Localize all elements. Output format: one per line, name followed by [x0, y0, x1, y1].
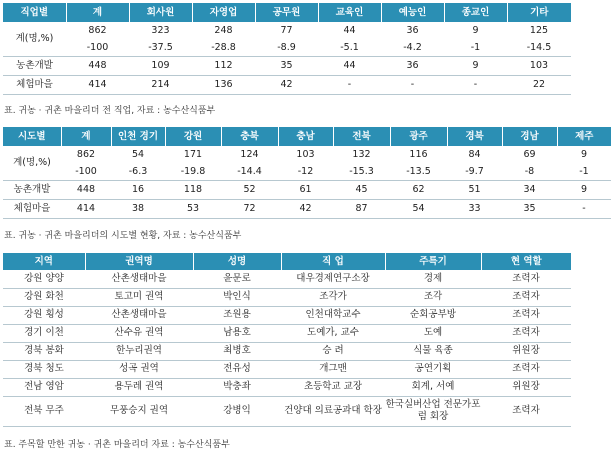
table-cell: 9 — [580, 148, 588, 160]
table-cell: -14.5 — [507, 39, 571, 56]
table-cell: 116 — [409, 148, 428, 160]
table-cell: 42 — [255, 75, 318, 94]
table-cell: 109 — [129, 56, 192, 75]
table-cell: 118 — [165, 180, 221, 199]
table-cell: 103 — [507, 56, 571, 75]
table-cell: 산수유 권역 — [85, 324, 193, 342]
table-cell: 위원장 — [481, 342, 571, 360]
table-cell: 53 — [165, 199, 221, 218]
table-cell: 54 — [131, 148, 145, 160]
table-cell: 회계, 서예 — [385, 378, 481, 396]
header-cell: 자영업 — [192, 3, 255, 22]
table-cell: -5.1 — [318, 39, 381, 56]
table-row — [3, 75, 571, 94]
table-cell: 개그맨 — [281, 360, 385, 378]
table-cell: 강원 화천 — [3, 288, 85, 306]
table-cell: 경기 이천 — [3, 324, 85, 342]
table-cell: 경제 — [385, 270, 481, 288]
table-cell: 44 — [318, 56, 381, 75]
header-cell: 권역명 — [85, 253, 193, 270]
table-cell: -1 — [444, 39, 507, 56]
table-row — [3, 270, 571, 288]
table-cell: -28.8 — [192, 39, 255, 56]
table-cell: 인천대학교수 — [281, 306, 385, 324]
table-cell: 조각 — [385, 288, 481, 306]
table-row — [3, 288, 571, 306]
table-cell: 51 — [447, 180, 502, 199]
table-header-row — [3, 3, 571, 22]
table-caption: 표. 귀농 · 귀촌 마을리더의 시도별 현황, 자료 : 농수산식품부 — [4, 231, 242, 241]
table-cell: 112 — [192, 56, 255, 75]
row-label: 계(명,%) — [3, 146, 61, 180]
header-cell: 주특기 — [385, 253, 481, 270]
table-row — [3, 56, 571, 75]
table-cell: 862 — [76, 148, 96, 160]
table-cell: 강병익 — [193, 396, 281, 426]
table-cell: -19.8 — [165, 163, 221, 180]
table-cell: 33 — [447, 199, 502, 218]
table-caption: 표. 귀농 · 귀촌 마을리더 전 직업, 자료 : 농수산식품부 — [4, 106, 216, 116]
table-cell: - — [381, 75, 444, 94]
table-cell: - — [557, 199, 611, 218]
table-row — [3, 199, 611, 218]
table-cell: 대우경제연구소장 — [281, 270, 385, 288]
table-cell: 박충좌 — [193, 378, 281, 396]
table-cell: 건양대 의료공과대 학장 — [281, 396, 385, 426]
row-label: 체험마을 — [3, 199, 61, 218]
table-cell: 132 — [352, 148, 371, 160]
table-cell: 조력자 — [481, 270, 571, 288]
table-caption: 표. 주목할 만한 귀농 · 귀촌 마을리더 자료 : 농수산식품부 — [4, 440, 230, 450]
table-row — [3, 360, 571, 378]
table-cell: 경북 봉화 — [3, 342, 85, 360]
table-cell: -100 — [66, 39, 129, 56]
table-cell: 한국실버산업 전문가포럼 회장 — [385, 396, 481, 426]
table-cell: 산촌생태마을 — [85, 270, 193, 288]
header-cell: 직업별 — [3, 3, 66, 22]
header-cell: 광주 — [390, 127, 447, 146]
table-cell: -15.3 — [333, 163, 390, 180]
table-cell: -12 — [278, 163, 333, 180]
table-row — [3, 180, 611, 199]
table-cell: 125 — [529, 24, 549, 36]
table-cell: -6.3 — [111, 163, 165, 180]
table-cell: 박인식 — [193, 288, 281, 306]
table-cell: 414 — [61, 199, 111, 218]
table-row — [3, 306, 571, 324]
header-cell: 제주 — [557, 127, 611, 146]
table-cell: 조력자 — [481, 306, 571, 324]
table-cell: 69 — [523, 148, 536, 160]
table-cell: - — [318, 75, 381, 94]
table-header-row — [3, 127, 611, 146]
header-cell: 충남 — [278, 127, 333, 146]
table-cell: 44 — [343, 24, 356, 36]
table-cell: 초등학교 교장 — [281, 378, 385, 396]
header-cell: 경북 — [447, 127, 502, 146]
header-cell: 인천 경기 — [111, 127, 165, 146]
table-cell: 87 — [333, 199, 390, 218]
table-row — [3, 146, 611, 163]
table-cell: 도예 — [385, 324, 481, 342]
table-cell: -13.5 — [390, 163, 447, 180]
table-cell: 214 — [129, 75, 192, 94]
table-cell: 42 — [278, 199, 333, 218]
table-cell: 남용호 — [193, 324, 281, 342]
table-cell: 조력자 — [481, 324, 571, 342]
table-cell: 조력자 — [481, 288, 571, 306]
table-cell: 조력자 — [481, 396, 571, 426]
table-cell: -8 — [502, 163, 557, 180]
table-cell: 862 — [88, 24, 107, 36]
header-cell: 기타 — [507, 3, 571, 22]
table-cell: 35 — [502, 199, 557, 218]
table-row — [3, 396, 571, 426]
table-cell: 72 — [221, 199, 278, 218]
table-cell: 전유성 — [193, 360, 281, 378]
table-cell: 순회공부방 — [385, 306, 481, 324]
header-cell: 현 역할 — [481, 253, 571, 270]
table-cell: 무풍승지 권역 — [85, 396, 193, 426]
table-row — [3, 22, 571, 39]
table-cell: 위원장 — [481, 378, 571, 396]
table-cell: 경북 청도 — [3, 360, 85, 378]
table-cell: 34 — [502, 180, 557, 199]
header-cell: 계 — [66, 3, 129, 22]
table-cell: 62 — [390, 180, 447, 199]
table-cell: -1 — [557, 163, 611, 180]
notable-leaders-table — [3, 253, 571, 427]
occupation-table — [3, 3, 571, 95]
table-cell: 용두레 권역 — [85, 378, 193, 396]
table-cell: 조원용 — [193, 306, 281, 324]
table-cell: 448 — [61, 180, 111, 199]
table-cell: -4.2 — [381, 39, 444, 56]
table-cell: 9 — [472, 24, 479, 36]
header-cell: 성명 — [193, 253, 281, 270]
table-cell: 61 — [278, 180, 333, 199]
header-cell: 직 업 — [281, 253, 385, 270]
table-cell: 윤문로 — [193, 270, 281, 288]
table-row — [3, 163, 611, 180]
header-cell: 충북 — [221, 127, 278, 146]
table-cell: 36 — [381, 56, 444, 75]
table-cell: 공연기획 — [385, 360, 481, 378]
table-cell: 9 — [557, 180, 611, 199]
table-cell: 323 — [151, 24, 170, 36]
table-cell: 248 — [214, 24, 233, 36]
header-cell: 경남 — [502, 127, 557, 146]
table-cell: 전남 영암 — [3, 378, 85, 396]
header-cell: 종교인 — [444, 3, 507, 22]
table-cell: 84 — [468, 148, 481, 160]
table-cell: 전북 무주 — [3, 396, 85, 426]
table-cell: - — [444, 75, 507, 94]
table-cell: 성곡 권역 — [85, 360, 193, 378]
table-cell: -100 — [61, 163, 111, 180]
table-cell: 최병호 — [193, 342, 281, 360]
table-cell: 산촌생태마을 — [85, 306, 193, 324]
table-cell: 조력자 — [481, 360, 571, 378]
row-label: 농촌개발 — [3, 56, 66, 75]
table-cell: -8.9 — [255, 39, 318, 56]
table-cell: 103 — [296, 148, 315, 160]
table-cell: 35 — [255, 56, 318, 75]
table-cell: 45 — [333, 180, 390, 199]
header-cell: 강원 — [165, 127, 221, 146]
table-cell: -14.4 — [221, 163, 278, 180]
table-cell: 16 — [111, 180, 165, 199]
header-cell: 시도별 — [3, 127, 61, 146]
header-cell: 회사원 — [129, 3, 192, 22]
header-cell: 예능인 — [381, 3, 444, 22]
table-row — [3, 378, 571, 396]
table-row — [3, 39, 571, 56]
table-cell: 식물 육종 — [385, 342, 481, 360]
table-header-row — [3, 253, 571, 270]
table-cell: 52 — [221, 180, 278, 199]
table-cell: -37.5 — [129, 39, 192, 56]
table-cell: 38 — [111, 199, 165, 218]
table-cell: 강원 양양 — [3, 270, 85, 288]
header-cell: 전북 — [333, 127, 390, 146]
table-cell: 414 — [66, 75, 129, 94]
table-cell: -9.7 — [447, 163, 502, 180]
table-cell: 조각가 — [281, 288, 385, 306]
table-row — [3, 342, 571, 360]
row-label: 계(명,%) — [3, 22, 66, 56]
table-cell: 22 — [507, 75, 571, 94]
row-label: 농촌개발 — [3, 180, 61, 199]
table-cell: 토고미 권역 — [85, 288, 193, 306]
row-label: 체험마을 — [3, 75, 66, 94]
table-cell: 448 — [66, 56, 129, 75]
region-table — [3, 127, 611, 219]
header-cell: 교육인 — [318, 3, 381, 22]
table-cell: 한누리권역 — [85, 342, 193, 360]
header-cell: 지역 — [3, 253, 85, 270]
table-cell: 강원 횡성 — [3, 306, 85, 324]
header-cell: 계 — [61, 127, 111, 146]
table-row — [3, 324, 571, 342]
table-cell: 136 — [192, 75, 255, 94]
table-cell: 77 — [280, 24, 293, 36]
table-cell: 124 — [240, 148, 259, 160]
table-cell: 54 — [390, 199, 447, 218]
table-cell: 9 — [444, 56, 507, 75]
table-cell: 승 려 — [281, 342, 385, 360]
table-cell: 도예가, 교수 — [281, 324, 385, 342]
table-cell: 36 — [406, 24, 419, 36]
header-cell: 공무원 — [255, 3, 318, 22]
table-cell: 171 — [183, 148, 203, 160]
